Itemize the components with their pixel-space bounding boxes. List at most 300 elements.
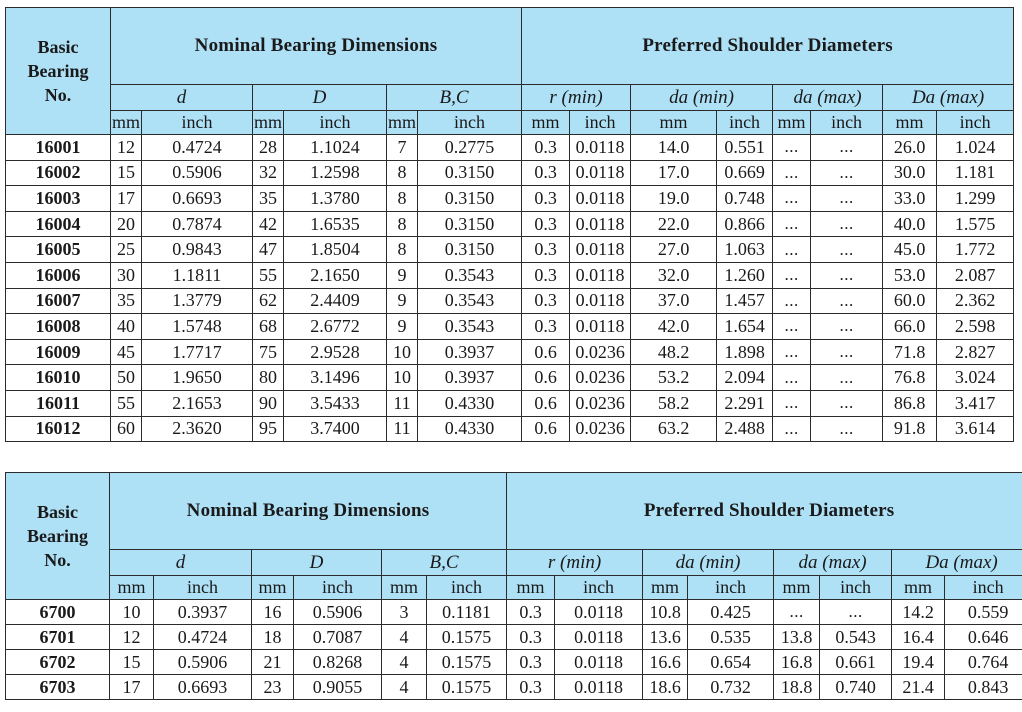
value-cell: 1.063 xyxy=(717,237,773,263)
value-cell: 2.827 xyxy=(937,339,1014,365)
table-row xyxy=(6,339,1014,365)
unit-header-mm: mm xyxy=(883,111,937,135)
value-cell: 0.3 xyxy=(522,262,570,288)
value-cell: 0.3937 xyxy=(418,339,522,365)
value-cell: 8 xyxy=(387,160,418,186)
value-cell: ... xyxy=(774,600,820,625)
table-row xyxy=(6,365,1014,391)
value-cell: ... xyxy=(811,135,883,161)
value-cell: 0.3 xyxy=(522,314,570,340)
unit-header-inch: inch xyxy=(294,576,382,600)
value-cell: 2.9528 xyxy=(284,339,387,365)
nominal-dimensions-header: Nominal Bearing Dimensions xyxy=(111,8,522,85)
value-cell: 33.0 xyxy=(883,186,937,212)
unit-header-mm: mm xyxy=(773,111,811,135)
value-cell: 0.3150 xyxy=(418,160,522,186)
table-row xyxy=(6,390,1014,416)
value-cell: 14.0 xyxy=(631,135,717,161)
value-cell: 40.0 xyxy=(883,211,937,237)
value-cell: 86.8 xyxy=(883,390,937,416)
value-cell: 0.0118 xyxy=(555,600,643,625)
subheader-da-max: da (max) xyxy=(774,550,892,576)
unit-header-inch: inch xyxy=(811,111,883,135)
value-cell: 18.8 xyxy=(774,675,820,700)
subheader-da-min: da (min) xyxy=(631,85,773,111)
bearing-number: 6701 xyxy=(6,625,110,650)
bearing-number: 16007 xyxy=(6,288,111,314)
value-cell: ... xyxy=(773,339,811,365)
value-cell: 16.4 xyxy=(892,625,945,650)
value-cell: 0.4724 xyxy=(142,135,253,161)
basic-bearing-header: Basic Bearing No. xyxy=(6,473,110,600)
value-cell: 55 xyxy=(253,262,284,288)
unit-header-mm: mm xyxy=(252,576,294,600)
value-cell: 0.559 xyxy=(945,600,1022,625)
table-row xyxy=(6,288,1014,314)
value-cell: 1.260 xyxy=(717,262,773,288)
bearing-number: 16005 xyxy=(6,237,111,263)
table-row xyxy=(6,135,1014,161)
table-row xyxy=(6,314,1014,340)
value-cell: 2.1653 xyxy=(142,390,253,416)
value-cell: 0.0236 xyxy=(570,416,631,442)
value-cell: 0.3 xyxy=(522,186,570,212)
shoulder-diameters-header: Preferred Shoulder Diameters xyxy=(522,8,1014,85)
value-cell: ... xyxy=(811,314,883,340)
value-cell: 45 xyxy=(111,339,142,365)
value-cell: 26.0 xyxy=(883,135,937,161)
value-cell: 0.0118 xyxy=(570,288,631,314)
value-cell: 17.0 xyxy=(631,160,717,186)
value-cell: 1.654 xyxy=(717,314,773,340)
value-cell: 35 xyxy=(253,186,284,212)
unit-header-inch: inch xyxy=(945,576,1022,600)
value-cell: 0.748 xyxy=(717,186,773,212)
value-cell: ... xyxy=(811,416,883,442)
value-cell: 23 xyxy=(252,675,294,700)
value-cell: 1.2598 xyxy=(284,160,387,186)
unit-header-inch: inch xyxy=(555,576,643,600)
value-cell: ... xyxy=(811,211,883,237)
bearing-number: 16001 xyxy=(6,135,111,161)
value-cell: ... xyxy=(773,160,811,186)
value-cell: 0.0118 xyxy=(570,135,631,161)
value-cell: 13.6 xyxy=(643,625,688,650)
subheader-Da-max: Da (max) xyxy=(892,550,1022,576)
unit-header-mm: mm xyxy=(774,576,820,600)
unit-header-mm: mm xyxy=(111,111,142,135)
bearing-number: 6702 xyxy=(6,650,110,675)
value-cell: 18.6 xyxy=(643,675,688,700)
unit-header-mm: mm xyxy=(892,576,945,600)
value-cell: 37.0 xyxy=(631,288,717,314)
value-cell: 35 xyxy=(111,288,142,314)
value-cell: 55 xyxy=(111,390,142,416)
table-row xyxy=(6,211,1014,237)
unit-header-mm: mm xyxy=(507,576,555,600)
subheader-b-c: B,C xyxy=(387,85,522,111)
value-cell: 10 xyxy=(387,339,418,365)
value-cell: 19.4 xyxy=(892,650,945,675)
value-cell: 30.0 xyxy=(883,160,937,186)
value-cell: ... xyxy=(811,160,883,186)
value-cell: 9 xyxy=(387,314,418,340)
value-cell: 91.8 xyxy=(883,416,937,442)
value-cell: 3.614 xyxy=(937,416,1014,442)
value-cell: 8 xyxy=(387,211,418,237)
value-cell: 3 xyxy=(382,600,427,625)
value-cell: 32.0 xyxy=(631,262,717,288)
bearing-number: 16012 xyxy=(6,416,111,442)
value-cell: 42 xyxy=(253,211,284,237)
value-cell: ... xyxy=(773,211,811,237)
value-cell: 4 xyxy=(382,650,427,675)
value-cell: 4 xyxy=(382,675,427,700)
value-cell: 18 xyxy=(252,625,294,650)
value-cell: 0.3 xyxy=(522,211,570,237)
value-cell: ... xyxy=(773,237,811,263)
value-cell: 53.0 xyxy=(883,262,937,288)
value-cell: 11 xyxy=(387,416,418,442)
value-cell: ... xyxy=(773,262,811,288)
table-row xyxy=(6,600,1022,625)
value-cell: 2.4409 xyxy=(284,288,387,314)
value-cell: 1.5748 xyxy=(142,314,253,340)
value-cell: 1.7717 xyxy=(142,339,253,365)
table-row xyxy=(6,262,1014,288)
value-cell: 40 xyxy=(111,314,142,340)
bearing-number: 16010 xyxy=(6,365,111,391)
value-cell: 2.6772 xyxy=(284,314,387,340)
value-cell: 0.2775 xyxy=(418,135,522,161)
value-cell: 58.2 xyxy=(631,390,717,416)
value-cell: 10 xyxy=(110,600,154,625)
value-cell: 0.3 xyxy=(507,600,555,625)
value-cell: 19.0 xyxy=(631,186,717,212)
value-cell: 3.5433 xyxy=(284,390,387,416)
value-cell: 12 xyxy=(111,135,142,161)
value-cell: 2.362 xyxy=(937,288,1014,314)
value-cell: 2.087 xyxy=(937,262,1014,288)
value-cell: 2.598 xyxy=(937,314,1014,340)
table-row xyxy=(6,650,1022,675)
value-cell: 0.0118 xyxy=(570,262,631,288)
value-cell: 17 xyxy=(111,186,142,212)
value-cell: 0.6 xyxy=(522,416,570,442)
value-cell: 0.5906 xyxy=(154,650,252,675)
value-cell: 63.2 xyxy=(631,416,717,442)
value-cell: 53.2 xyxy=(631,365,717,391)
value-cell: 16.6 xyxy=(643,650,688,675)
unit-header-mm: mm xyxy=(253,111,284,135)
value-cell: 1.181 xyxy=(937,160,1014,186)
value-cell: ... xyxy=(811,339,883,365)
value-cell: 0.3 xyxy=(522,237,570,263)
value-cell: 30 xyxy=(111,262,142,288)
unit-header-mm: mm xyxy=(387,111,418,135)
value-cell: 0.6 xyxy=(522,365,570,391)
subheader-r-min: r (min) xyxy=(522,85,631,111)
value-cell: 1.6535 xyxy=(284,211,387,237)
table-row xyxy=(6,186,1014,212)
unit-header-inch: inch xyxy=(688,576,774,600)
value-cell: 3.7400 xyxy=(284,416,387,442)
value-cell: 2.1650 xyxy=(284,262,387,288)
value-cell: 10 xyxy=(387,365,418,391)
value-cell: 0.3150 xyxy=(418,211,522,237)
table-row xyxy=(6,160,1014,186)
value-cell: 0.843 xyxy=(945,675,1022,700)
value-cell: 45.0 xyxy=(883,237,937,263)
value-cell: 0.1575 xyxy=(427,675,507,700)
value-cell: 95 xyxy=(253,416,284,442)
unit-header-inch: inch xyxy=(154,576,252,600)
value-cell: ... xyxy=(811,288,883,314)
value-cell: 1.457 xyxy=(717,288,773,314)
value-cell: 0.1575 xyxy=(427,650,507,675)
bearing-number: 6700 xyxy=(6,600,110,625)
value-cell: 0.425 xyxy=(688,600,774,625)
value-cell: 0.0236 xyxy=(570,339,631,365)
value-cell: 27.0 xyxy=(631,237,717,263)
value-cell: 68 xyxy=(253,314,284,340)
value-cell: 0.0236 xyxy=(570,365,631,391)
table-row xyxy=(6,237,1014,263)
value-cell: 60 xyxy=(111,416,142,442)
table-row xyxy=(6,416,1014,442)
subheader-da-max: da (max) xyxy=(773,85,883,111)
value-cell: 17 xyxy=(110,675,154,700)
value-cell: 90 xyxy=(253,390,284,416)
value-cell: 0.6693 xyxy=(154,675,252,700)
value-cell: 0.3937 xyxy=(418,365,522,391)
value-cell: 0.543 xyxy=(820,625,892,650)
bearing-number: 16009 xyxy=(6,339,111,365)
unit-header-inch: inch xyxy=(570,111,631,135)
shoulder-diameters-header: Preferred Shoulder Diameters xyxy=(507,473,1022,550)
value-cell: 0.1181 xyxy=(427,600,507,625)
value-cell: 0.661 xyxy=(820,650,892,675)
value-cell: 9 xyxy=(387,288,418,314)
unit-header-mm: mm xyxy=(110,576,154,600)
value-cell: 0.3 xyxy=(507,625,555,650)
value-cell: ... xyxy=(773,416,811,442)
value-cell: 1.024 xyxy=(937,135,1014,161)
value-cell: 28 xyxy=(253,135,284,161)
bearing-number: 16006 xyxy=(6,262,111,288)
unit-header-inch: inch xyxy=(937,111,1014,135)
value-cell: 0.669 xyxy=(717,160,773,186)
subheader-D: D xyxy=(252,550,382,576)
value-cell: 0.551 xyxy=(717,135,773,161)
value-cell: 0.8268 xyxy=(294,650,382,675)
value-cell: 1.3779 xyxy=(142,288,253,314)
value-cell: ... xyxy=(773,288,811,314)
subheader-da-min: da (min) xyxy=(643,550,774,576)
value-cell: 11 xyxy=(387,390,418,416)
value-cell: ... xyxy=(811,262,883,288)
unit-header-inch: inch xyxy=(284,111,387,135)
value-cell: 7 xyxy=(387,135,418,161)
value-cell: 10.8 xyxy=(643,600,688,625)
value-cell: 0.3 xyxy=(522,135,570,161)
subheader-d: d xyxy=(110,550,252,576)
nominal-dimensions-header: Nominal Bearing Dimensions xyxy=(110,473,507,550)
basic-bearing-header: Basic Bearing No. xyxy=(6,8,111,135)
value-cell: 75 xyxy=(253,339,284,365)
bearing-number: 16003 xyxy=(6,186,111,212)
value-cell: 1.9650 xyxy=(142,365,253,391)
value-cell: 16.8 xyxy=(774,650,820,675)
value-cell: 0.3543 xyxy=(418,288,522,314)
value-cell: 8 xyxy=(387,186,418,212)
value-cell: 0.0118 xyxy=(570,314,631,340)
value-cell: 8 xyxy=(387,237,418,263)
bearing-table-16000-series xyxy=(5,7,1014,442)
value-cell: 0.4330 xyxy=(418,416,522,442)
value-cell: 48.2 xyxy=(631,339,717,365)
value-cell: 20 xyxy=(111,211,142,237)
value-cell: 0.6 xyxy=(522,390,570,416)
value-cell: 0.7087 xyxy=(294,625,382,650)
value-cell: 66.0 xyxy=(883,314,937,340)
value-cell: 14.2 xyxy=(892,600,945,625)
value-cell: 0.3 xyxy=(507,650,555,675)
value-cell: 4 xyxy=(382,625,427,650)
value-cell: 47 xyxy=(253,237,284,263)
value-cell: 0.0118 xyxy=(570,211,631,237)
value-cell: 0.654 xyxy=(688,650,774,675)
value-cell: 13.8 xyxy=(774,625,820,650)
value-cell: 0.3 xyxy=(522,288,570,314)
value-cell: 60.0 xyxy=(883,288,937,314)
value-cell: 0.9843 xyxy=(142,237,253,263)
value-cell: 25 xyxy=(111,237,142,263)
value-cell: ... xyxy=(773,135,811,161)
value-cell: 0.1575 xyxy=(427,625,507,650)
value-cell: 0.3150 xyxy=(418,237,522,263)
table-row xyxy=(6,675,1022,700)
value-cell: 15 xyxy=(110,650,154,675)
value-cell: 0.3150 xyxy=(418,186,522,212)
value-cell: 0.732 xyxy=(688,675,774,700)
value-cell: 12 xyxy=(110,625,154,650)
value-cell: 50 xyxy=(111,365,142,391)
value-cell: 71.8 xyxy=(883,339,937,365)
bearing-number: 16002 xyxy=(6,160,111,186)
value-cell: 0.4330 xyxy=(418,390,522,416)
value-cell: 0.7874 xyxy=(142,211,253,237)
value-cell: 0.6693 xyxy=(142,186,253,212)
subheader-r-min: r (min) xyxy=(507,550,643,576)
value-cell: 1.898 xyxy=(717,339,773,365)
value-cell: 0.4724 xyxy=(154,625,252,650)
value-cell: 15 xyxy=(111,160,142,186)
value-cell: 0.764 xyxy=(945,650,1022,675)
value-cell: 0.3 xyxy=(507,675,555,700)
value-cell: 1.575 xyxy=(937,211,1014,237)
value-cell: 2.291 xyxy=(717,390,773,416)
unit-header-inch: inch xyxy=(142,111,253,135)
table-row xyxy=(6,625,1022,650)
value-cell: 0.0118 xyxy=(570,160,631,186)
value-cell: 21 xyxy=(252,650,294,675)
value-cell: 3.1496 xyxy=(284,365,387,391)
value-cell: 16 xyxy=(252,600,294,625)
value-cell: 1.299 xyxy=(937,186,1014,212)
value-cell: 0.5906 xyxy=(142,160,253,186)
subheader-Da-max: Da (max) xyxy=(883,85,1014,111)
unit-header-mm: mm xyxy=(522,111,570,135)
value-cell: ... xyxy=(773,365,811,391)
value-cell: 42.0 xyxy=(631,314,717,340)
value-cell: 0.0118 xyxy=(555,675,643,700)
value-cell: 2.488 xyxy=(717,416,773,442)
value-cell: 0.0118 xyxy=(555,625,643,650)
bearing-number: 6703 xyxy=(6,675,110,700)
value-cell: 3.417 xyxy=(937,390,1014,416)
value-cell: 0.646 xyxy=(945,625,1022,650)
value-cell: 2.094 xyxy=(717,365,773,391)
value-cell: 1.8504 xyxy=(284,237,387,263)
value-cell: 62 xyxy=(253,288,284,314)
bearing-number: 16011 xyxy=(6,390,111,416)
value-cell: 0.0118 xyxy=(570,186,631,212)
value-cell: 0.866 xyxy=(717,211,773,237)
value-cell: ... xyxy=(811,237,883,263)
value-cell: 9 xyxy=(387,262,418,288)
value-cell: 1.3780 xyxy=(284,186,387,212)
value-cell: ... xyxy=(811,186,883,212)
value-cell: 0.9055 xyxy=(294,675,382,700)
value-cell: 1.772 xyxy=(937,237,1014,263)
value-cell: ... xyxy=(811,365,883,391)
value-cell: ... xyxy=(773,314,811,340)
value-cell: 22.0 xyxy=(631,211,717,237)
value-cell: 76.8 xyxy=(883,365,937,391)
value-cell: ... xyxy=(773,390,811,416)
value-cell: 80 xyxy=(253,365,284,391)
value-cell: 0.0236 xyxy=(570,390,631,416)
value-cell: ... xyxy=(811,390,883,416)
value-cell: 0.6 xyxy=(522,339,570,365)
value-cell: 0.0118 xyxy=(555,650,643,675)
subheader-b-c: B,C xyxy=(382,550,507,576)
value-cell: 0.3543 xyxy=(418,262,522,288)
subheader-D: D xyxy=(253,85,387,111)
unit-header-inch: inch xyxy=(820,576,892,600)
value-cell: 1.1024 xyxy=(284,135,387,161)
unit-header-inch: inch xyxy=(717,111,773,135)
value-cell: 1.1811 xyxy=(142,262,253,288)
value-cell: 0.0118 xyxy=(570,237,631,263)
unit-header-inch: inch xyxy=(427,576,507,600)
value-cell: 0.3543 xyxy=(418,314,522,340)
bearing-table-6700-series xyxy=(5,472,1022,700)
value-cell: 0.535 xyxy=(688,625,774,650)
unit-header-mm: mm xyxy=(631,111,717,135)
value-cell: 0.3937 xyxy=(154,600,252,625)
value-cell: ... xyxy=(820,600,892,625)
value-cell: 3.024 xyxy=(937,365,1014,391)
unit-header-mm: mm xyxy=(382,576,427,600)
unit-header-mm: mm xyxy=(643,576,688,600)
value-cell: 0.740 xyxy=(820,675,892,700)
bearing-number: 16008 xyxy=(6,314,111,340)
value-cell: 32 xyxy=(253,160,284,186)
value-cell: 21.4 xyxy=(892,675,945,700)
value-cell: 0.5906 xyxy=(294,600,382,625)
